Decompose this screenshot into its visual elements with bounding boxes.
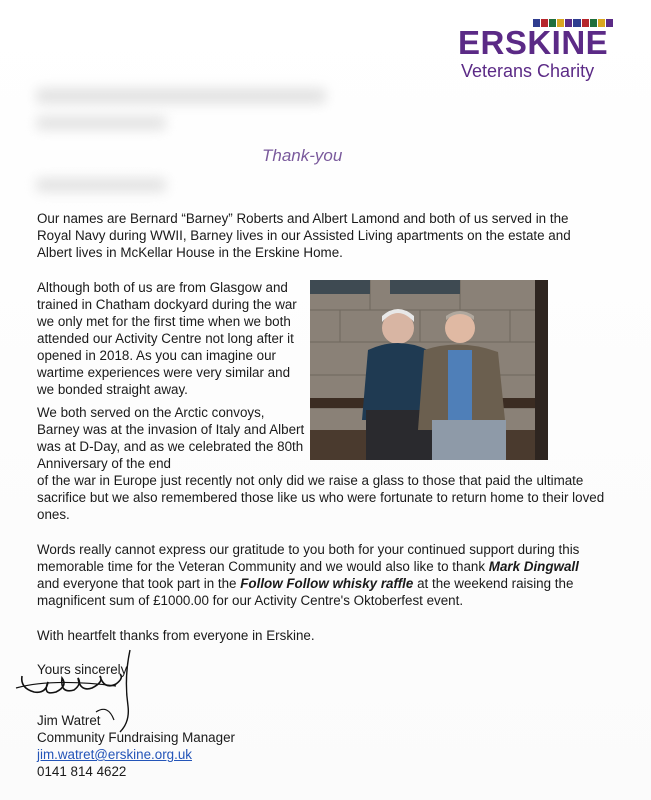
paragraph-meeting: Although both of us are from Glasgow and trained in Chatham dockyard during the war we only met for the first time when we both attended our Activity Centre not long after it opened in 2018. As you can imagine our wartime experiences were very similar and we bonded straight away. (37, 280, 297, 397)
signer-email-link[interactable]: jim.watret@erskine.org.uk (37, 747, 192, 762)
signer-name: Jim Watret (37, 713, 101, 728)
signer-title: Community Fundraising Manager (37, 730, 235, 745)
paragraph-service: We both served on the Arctic convoys, Barney was at the invasion of Italy and Albert was at D-Day, and as we celebrated the 80th Anniversary of the end (37, 405, 305, 471)
highlight-name: Mark Dingwall (488, 559, 579, 574)
erskine-logo: ERSKINE (458, 24, 609, 61)
paragraph-intro: Our names are Bernard “Barney” Roberts and Albert Lamond and both of us served in the Royal Navy during WWII, Barney lives in our Assisted Living apartments on the estate and Albert lives in McKellar House in the Erskine Home. (37, 211, 571, 260)
signer-phone: 0141 814 4622 (37, 764, 127, 779)
paragraph-thanks: With heartfelt thanks from everyone in Erskine. (37, 628, 315, 643)
logo-subtitle: Veterans Charity (461, 61, 595, 81)
redacted-address (36, 116, 166, 130)
gratitude-text: and everyone that took part in the (37, 576, 241, 591)
letter-heading: Thank-you (262, 146, 343, 165)
gratitude-text: Words really cannot express our gratitude to you both for your continued support during this memorable time for the Veteran Community and we would also like to thank (37, 542, 580, 574)
redacted-address (36, 88, 326, 104)
paragraph-gratitude (37, 541, 602, 609)
highlight-raffle: Follow Follow whisky raffle (240, 576, 414, 591)
paragraph-service-continued: of the war in Europe just recently not only did we raise a glass to those that paid the ultimate sacrifice but we also remembered those like us who were fortunate to return home to their loved ones. (37, 473, 605, 522)
redacted-salutation (36, 178, 166, 192)
closing: Yours sincerely (37, 662, 128, 677)
gratitude-text: at the weekend raising the magnificent sum of £1000.00 for our Activity Centre's Oktoberfest event. (37, 576, 574, 608)
veterans-photo (310, 280, 548, 460)
